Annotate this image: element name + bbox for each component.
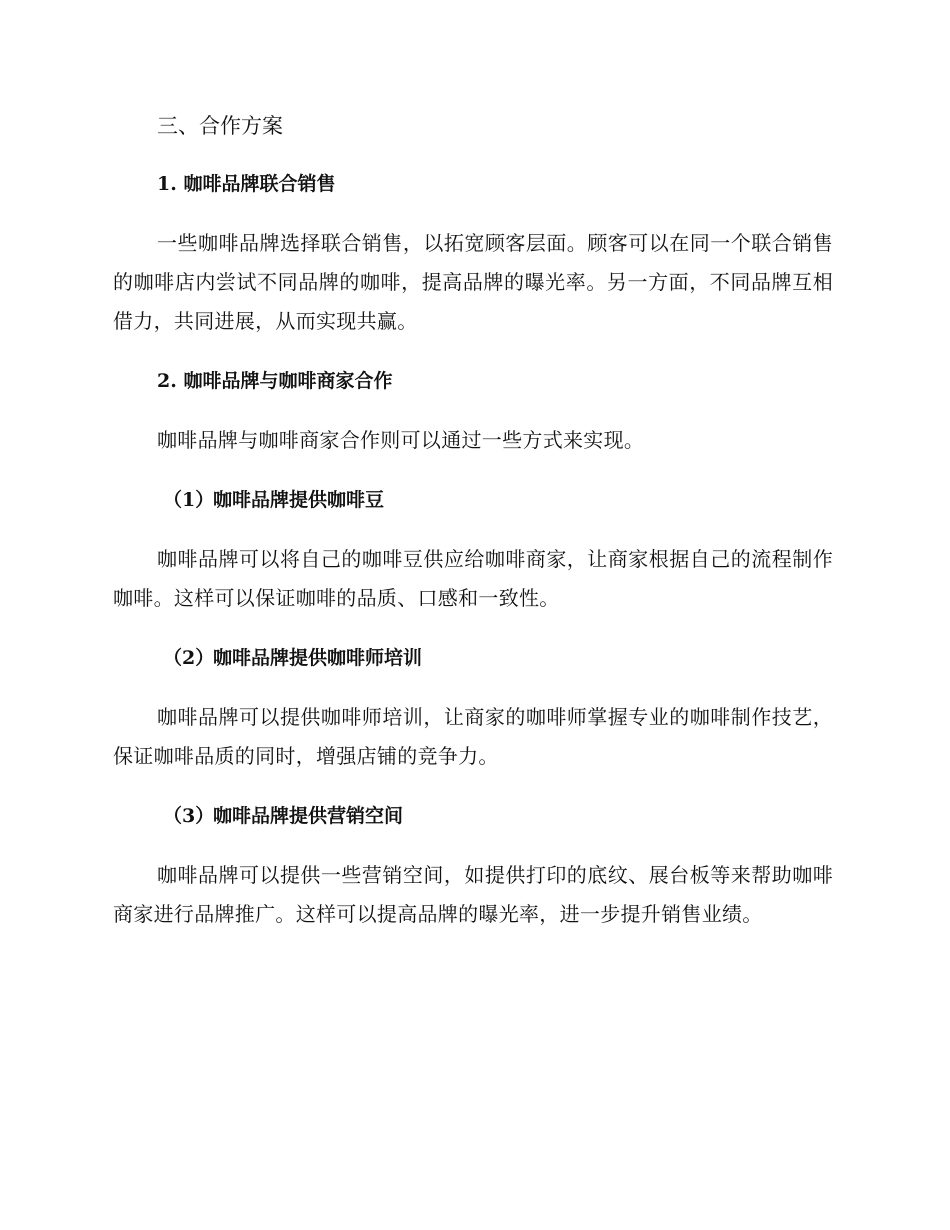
paragraph-marketing-space: 咖啡品牌可以提供一些营销空间，如提供打印的底纹、展台板等来帮助咖啡商家进行品牌推广。这样可以提高品牌的曝光率，进一步提升销售业绩。	[113, 863, 833, 926]
subsection-heading-joint-sales: 1. 咖啡品牌联合销售	[157, 173, 336, 195]
item-title: 咖啡品牌提供咖啡豆	[213, 489, 385, 511]
item-heading-coffee-beans	[113, 482, 833, 518]
item-title: 咖啡品牌提供咖啡师培训	[213, 647, 423, 669]
item-number: （3）	[163, 805, 215, 827]
item-number: （2）	[163, 647, 215, 669]
section-title: 三、合作方案	[157, 114, 283, 138]
paragraph-merchant-cooperation: 咖啡品牌与咖啡商家合作则可以通过一些方式来实现。	[157, 428, 645, 452]
subsection-heading-merchant-cooperation: 2. 咖啡品牌与咖啡商家合作	[157, 370, 393, 392]
document-body	[113, 108, 833, 956]
paragraph-barista-training: 咖啡品牌可以提供咖啡师培训，让商家的咖啡师掌握专业的咖啡制作技艺，保证咖啡品质的同时，增强店铺的竞争力。	[113, 705, 833, 768]
item-number: （1）	[163, 489, 215, 511]
item-heading-barista-training	[113, 640, 833, 676]
paragraph-coffee-beans: 咖啡品牌可以将自己的咖啡豆供应给咖啡商家，让商家根据自己的流程制作咖啡。这样可以保证咖啡的品质、口感和一致性。	[113, 547, 833, 610]
item-heading-marketing-space	[113, 798, 833, 834]
item-title: 咖啡品牌提供营销空间	[213, 805, 404, 827]
paragraph-joint-sales: 一些咖啡品牌选择联合销售，以拓宽顾客层面。顾客可以在同一个联合销售的咖啡店内尝试不同品牌的咖啡，提高品牌的曝光率。另一方面，不同品牌互相借力，共同进展，从而实现共赢。	[113, 231, 833, 333]
